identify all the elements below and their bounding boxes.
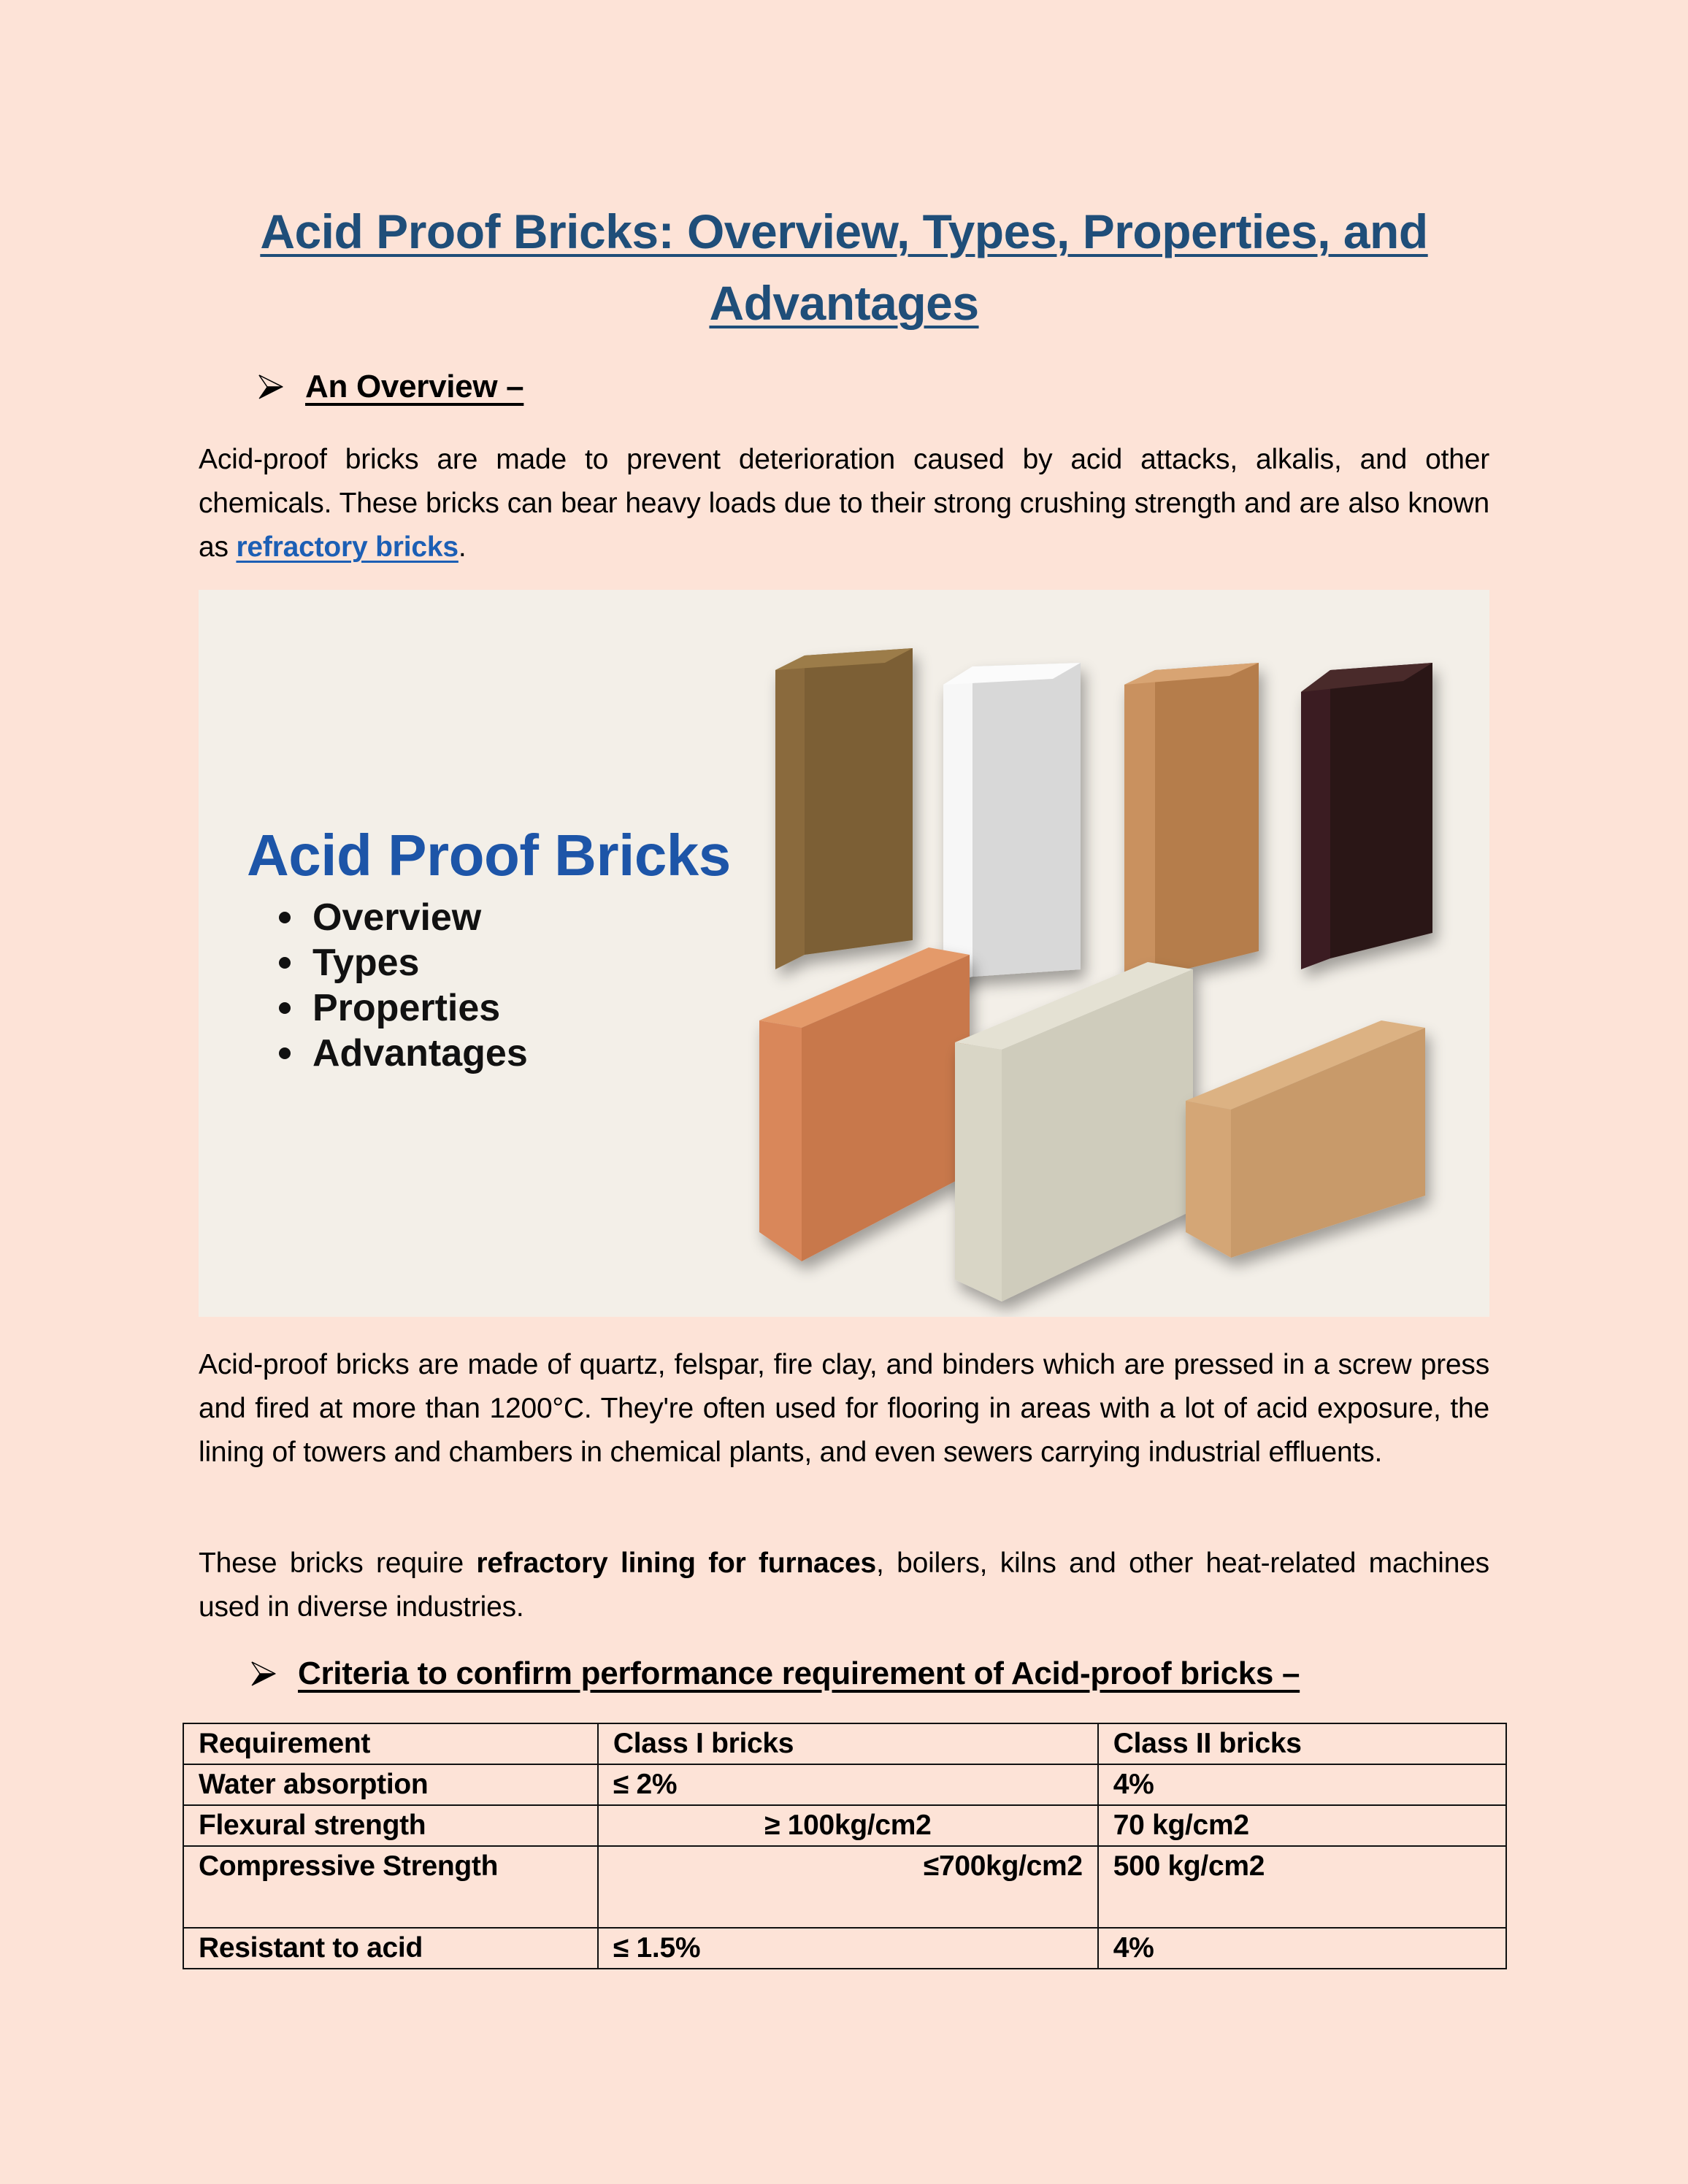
arrowhead-bullet-icon: [251, 1661, 276, 1687]
brick-sand: [1124, 663, 1259, 988]
page-title: [199, 196, 1489, 339]
table-cell: 500 kg/cm2: [1098, 1846, 1506, 1928]
page-title-line2: Advantages: [709, 276, 979, 330]
overview-text-end: .: [458, 531, 467, 563]
table-cell: Flexural strength: [183, 1805, 598, 1846]
table-cell: 4%: [1098, 1764, 1506, 1805]
table-header-row: [183, 1723, 1506, 1764]
usage-text: These bricks require: [199, 1547, 477, 1579]
table-header-cell: Class II bricks: [1098, 1723, 1506, 1764]
table-header-cell: Requirement: [183, 1723, 598, 1764]
criteria-heading: [251, 1656, 1300, 1692]
table-row: [183, 1846, 1506, 1928]
table-row: [183, 1928, 1506, 1969]
table-cell: ≤ 1.5%: [598, 1928, 1098, 1969]
overview-heading: [258, 369, 523, 405]
brick-dark: [1301, 663, 1432, 969]
brick-grey: [955, 962, 1193, 1301]
hero-list-item-label: Properties: [312, 987, 501, 1029]
composition-paragraph: Acid-proof bricks are made of quartz, felspar, fire clay, and binders which are pressed in a screw press and fired at more than 1200°C. They're often used for flooring in areas with a lot of acid exposure, the lining of towers and chambers in chemical plants, and even sewers carrying industrial effluents.: [199, 1349, 1489, 1468]
brick-orange: [759, 947, 970, 1261]
usage-text-end: , boilers, kilns and other heat-related machines used in diverse industries.: [199, 1547, 1489, 1623]
table-cell: 4%: [1098, 1928, 1506, 1969]
hero-image-title: Acid Proof Bricks: [247, 823, 731, 888]
table-header-cell: Class I bricks: [598, 1723, 1098, 1764]
usage-paragraph: [199, 1542, 1489, 1629]
table-cell: Compressive Strength: [183, 1846, 598, 1928]
overview-text: Acid-proof bricks are made to prevent deterioration caused by acid attacks, alkalis, and other chemicals. These bricks can bear heavy loads due to their strong crushing strength and are also known as: [199, 444, 1489, 563]
refractory-bricks-link[interactable]: refractory bricks: [236, 531, 459, 563]
usage-bold-text: refractory lining for furnaces: [476, 1547, 877, 1579]
bricks-illustration: [199, 590, 1489, 1317]
criteria-table: [183, 1723, 1507, 1969]
table-cell: ≤ 2%: [598, 1764, 1098, 1805]
hero-image: [199, 590, 1489, 1317]
hero-list-item-label: Overview: [312, 896, 482, 939]
criteria-heading-label: Criteria to confirm performance requirement of Acid-proof bricks –: [298, 1656, 1300, 1691]
table-cell: ≤700kg/cm2: [598, 1846, 1098, 1928]
arrowhead-bullet-icon: [258, 374, 283, 400]
table-row: [183, 1764, 1506, 1805]
overview-heading-label: An Overview –: [305, 369, 524, 404]
table-cell: Resistant to acid: [183, 1928, 598, 1969]
table-row: [183, 1805, 1506, 1846]
page-title-line1: Acid Proof Bricks: Overview, Types, Properties, and: [260, 204, 1428, 258]
hero-list-item-label: Types: [312, 942, 420, 984]
table-cell: Water absorption: [183, 1764, 598, 1805]
brick-tan: [775, 648, 913, 969]
table-cell: ≥ 100kg/cm2: [598, 1805, 1098, 1846]
table-cell: 70 kg/cm2: [1098, 1805, 1506, 1846]
brick-white: [943, 663, 1081, 984]
overview-paragraph: [199, 438, 1489, 569]
brick-beige: [1186, 1020, 1425, 1258]
hero-list-item-label: Advantages: [312, 1032, 528, 1074]
